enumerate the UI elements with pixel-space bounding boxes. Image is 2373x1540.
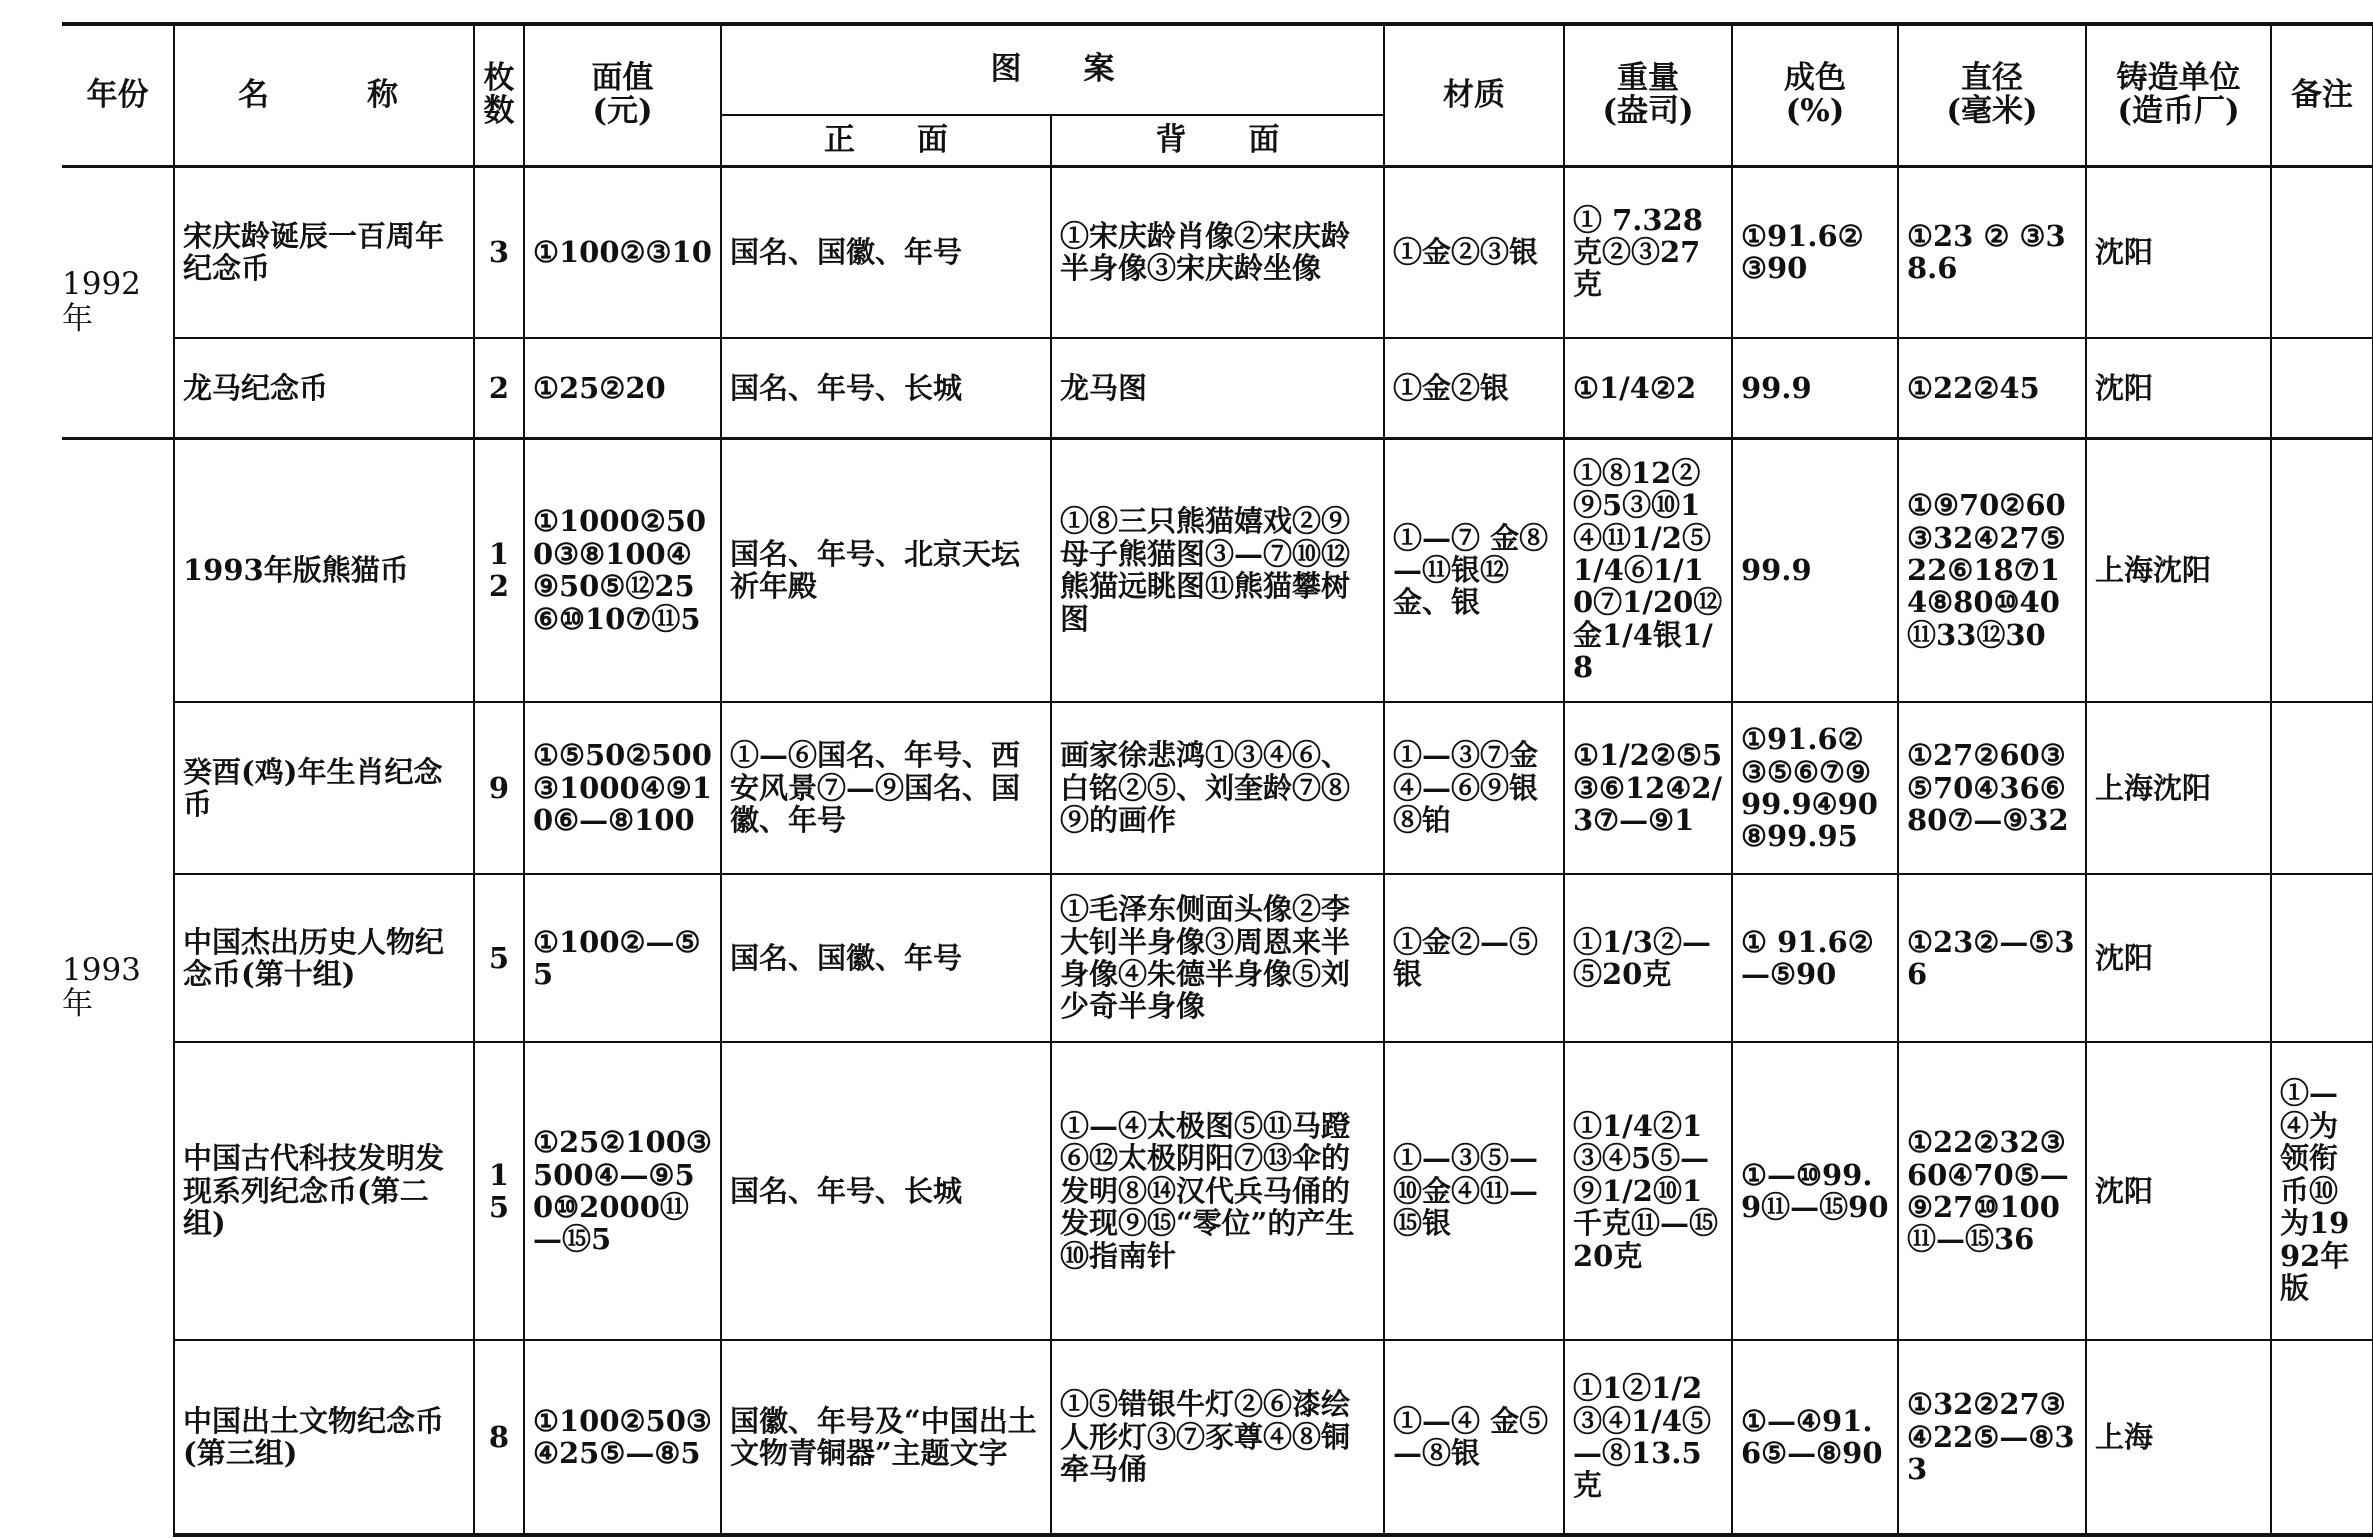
coin-count: 9 [474,702,524,874]
coin-face-value: ①100②③10 [524,166,721,338]
table-row [62,874,2373,1042]
coin-back: ①—④太极图⑤⑪马蹬⑥⑫太极阴阳⑦⑬伞的发明⑧⑭汉代兵马俑的发现⑨⑮“零位”的产生⑩指南针 [1051,1042,1384,1340]
header-pattern: 图 案 [721,24,1384,115]
coin-diameter: ①22②45 [1898,338,2086,438]
coin-front: 国名、国徽、年号 [721,874,1051,1042]
coin-front: 国名、年号、长城 [721,1042,1051,1340]
coin-material: ①金②银 [1384,338,1564,438]
coin-name: 癸酉(鸡)年生肖纪念币 [174,702,474,874]
year-cell: 1993年 [62,438,174,1535]
commemorative-coin-table [62,22,2373,1537]
coin-diameter: ①22②32③60④70⑤—⑨27⑩100⑪—⑮36 [1898,1042,2086,1340]
coin-mint: 上海 [2086,1340,2271,1535]
coin-front: ①—⑥国名、年号、西安风景⑦—⑨国名、国徽、年号 [721,702,1051,874]
coin-note [2271,166,2373,338]
coin-mint: 上海沈阳 [2086,438,2271,702]
header-count: 枚 数 [474,24,524,166]
coin-count: 2 [474,338,524,438]
header-material: 材质 [1384,24,1564,166]
coin-diameter: ①23 ② ③38.6 [1898,166,2086,338]
coin-face-value: ①1000②500③⑧100④⑨50⑤⑫25⑥⑩10⑦⑪5 [524,438,721,702]
coin-back: ①⑤错银牛灯②⑥漆绘人形灯③⑦豕尊④⑧铜牵马俑 [1051,1340,1384,1535]
coin-face-value: ①25②20 [524,338,721,438]
header-name-text: 名 称 [238,76,410,113]
year-cell: 1992年 [62,166,174,438]
coin-mint: 沈阳 [2086,1042,2271,1340]
coin-name: 中国出土文物纪念币(第三组) [174,1340,474,1535]
header-year: 年份 [62,24,174,166]
coin-fineness: ①91.6②③90 [1732,166,1898,338]
coin-front: 国名、国徽、年号 [721,166,1051,338]
coin-name: 宋庆龄诞辰一百周年纪念币 [174,166,474,338]
table-row [62,1340,2373,1535]
coin-face-value: ①⑤50②500③1000④⑨10⑥—⑧100 [524,702,721,874]
coin-name: 中国古代科技发明发现系列纪念币(第二组) [174,1042,474,1340]
header-mint: 铸造单位 (造币厂) [2086,24,2271,166]
table-header [62,24,2373,166]
header-front: 正 面 [721,115,1051,166]
coin-fineness: ①—⑩99.9⑪—⑮90 [1732,1042,1898,1340]
coin-count: 5 [474,874,524,1042]
header-fineness: 成色 (%) [1732,24,1898,166]
table-row [62,702,2373,874]
coin-weight: ①1/4②2 [1564,338,1732,438]
coin-diameter: ①32②27③④22⑤—⑧33 [1898,1340,2086,1535]
coin-material: ①—④ 金⑤—⑧银 [1384,1340,1564,1535]
coin-mint: 沈阳 [2086,166,2271,338]
coin-back: 画家徐悲鸿①③④⑥、白铭②⑤、刘奎龄⑦⑧⑨的画作 [1051,702,1384,874]
coin-weight: ①⑧12②⑨5③⑩1④⑪1/2⑤1/4⑥1/10⑦1/20⑫金1/4银1/8 [1564,438,1732,702]
coin-back: 龙马图 [1051,338,1384,438]
coin-diameter: ①23②—⑤36 [1898,874,2086,1042]
coin-name: 中国杰出历史人物纪念币(第十组) [174,874,474,1042]
coin-weight: ① 7.328克②③27克 [1564,166,1732,338]
coin-material: ①金②—⑤银 [1384,874,1564,1042]
coin-mint: 沈阳 [2086,338,2271,438]
coin-material: ①—③⑦金④—⑥⑨银⑧铂 [1384,702,1564,874]
coin-material: ①—⑦ 金⑧—⑪银⑫金、银 [1384,438,1564,702]
coin-weight: ①1/4②1③④5⑤—⑨1/2⑩1千克⑪—⑮20克 [1564,1042,1732,1340]
coin-count: 8 [474,1340,524,1535]
table-row [62,1042,2373,1340]
coin-fineness: ① 91.6②—⑤90 [1732,874,1898,1042]
coin-back: ①毛泽东侧面头像②李大钊半身像③周恩来半身像④朱德半身像⑤刘少奇半身像 [1051,874,1384,1042]
coin-note [2271,874,2373,1042]
header-name [174,24,474,166]
table-body [62,166,2373,1535]
coin-diameter: ①27②60③⑤70④36⑥80⑦—⑨32 [1898,702,2086,874]
coin-material: ①—③⑤—⑩金④⑪—⑮银 [1384,1042,1564,1340]
header-weight: 重量 (盎司) [1564,24,1732,166]
coin-weight: ①1/2②⑤5③⑥12④2/3⑦—⑨1 [1564,702,1732,874]
coin-weight: ①1/3②—⑤20克 [1564,874,1732,1042]
coin-front: 国名、年号、长城 [721,338,1051,438]
coin-note [2271,338,2373,438]
coin-name: 龙马纪念币 [174,338,474,438]
coin-table-page [62,22,2373,1537]
coin-face-value: ①100②50③④25⑤—⑧5 [524,1340,721,1535]
coin-count: 12 [474,438,524,702]
header-diameter: 直径 (毫米) [1898,24,2086,166]
header-note: 备注 [2271,24,2373,166]
coin-face-value: ①100②—⑤5 [524,874,721,1042]
coin-front: 国名、年号、北京天坛祈年殿 [721,438,1051,702]
coin-note [2271,438,2373,702]
coin-count: 3 [474,166,524,338]
coin-note [2271,702,2373,874]
coin-count: 15 [474,1042,524,1340]
coin-fineness: 99.9 [1732,338,1898,438]
table-row [62,338,2373,438]
coin-note [2271,1340,2373,1535]
coin-mint: 上海沈阳 [2086,702,2271,874]
coin-fineness: ①—④91.6⑤—⑧90 [1732,1340,1898,1535]
coin-fineness: 99.9 [1732,438,1898,702]
coin-material: ①金②③银 [1384,166,1564,338]
table-row [62,166,2373,338]
coin-fineness: ①91.6②③⑤⑥⑦⑨99.9④90⑧99.95 [1732,702,1898,874]
coin-back: ①⑧三只熊猫嬉戏②⑨母子熊猫图③—⑦⑩⑫熊猫远眺图⑪熊猫攀树图 [1051,438,1384,702]
coin-diameter: ①⑨70②60③32④27⑤22⑥18⑦14⑧80⑩40⑪33⑫30 [1898,438,2086,702]
coin-face-value: ①25②100③500④—⑨50⑩2000⑪—⑮5 [524,1042,721,1340]
coin-name: 1993年版熊猫币 [174,438,474,702]
coin-back: ①宋庆龄肖像②宋庆龄半身像③宋庆龄坐像 [1051,166,1384,338]
header-face-value: 面值 (元) [524,24,721,166]
coin-weight: ①1②1/2③④1/4⑤—⑧13.5克 [1564,1340,1732,1535]
coin-mint: 沈阳 [2086,874,2271,1042]
header-back: 背 面 [1051,115,1384,166]
coin-front: 国徽、年号及“中国出土文物青铜器”主题文字 [721,1340,1051,1535]
table-row [62,438,2373,702]
coin-note: ①—④为领衔币⑩为1992年版 [2271,1042,2373,1340]
